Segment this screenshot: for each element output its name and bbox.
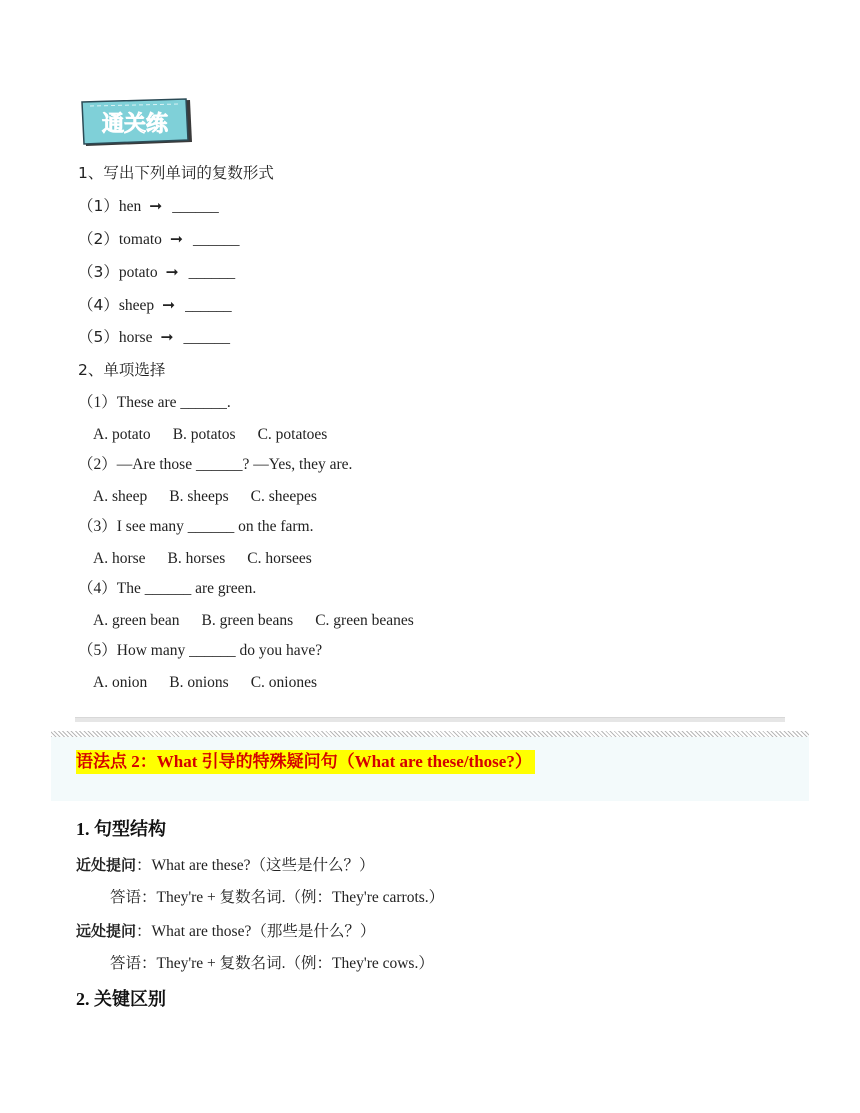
option-a: A. potato [93,426,151,443]
question-text: （3）I see many ______ on the farm. [78,518,314,535]
near-answer: 答语：They're + 复数名词.（例：They're carrots.） [110,889,445,906]
near-label: 近处提问 [76,856,137,874]
far-answer: 答语：They're + 复数名词.（例：They're cows.） [110,955,434,972]
item-word: sheep [118,297,155,314]
option-a: A. onion [93,674,148,691]
option-b: B. green beans [201,612,294,629]
q2-title: 2、单项选择 [78,361,166,379]
item-word: potato [118,264,158,281]
arrow-right-icon: ➞ [162,296,176,314]
options-row [93,611,414,631]
options-row [93,549,312,569]
option-a: A. green bean [93,612,180,629]
section-heading-2: 2. 关键区别 [76,989,166,1009]
list-item [78,327,230,348]
arrow-right-icon: ➞ [160,328,174,346]
options-row [93,425,327,445]
options-row [93,673,317,693]
near-question-row [76,855,374,876]
far-label: 远处提问 [76,922,137,940]
question-text: （5）How many ______ do you have? [78,642,323,659]
list-item [78,196,219,217]
option-b: B. potatos [172,426,236,443]
answer-blank: ______ [192,231,240,248]
badge-label: 通关练 [101,112,169,137]
answer-blank: ______ [185,297,232,314]
option-c: C. oniones [250,674,317,691]
far-question-row [76,921,375,942]
answer-blank: ______ [172,198,219,215]
item-number: （3） [78,263,119,281]
answer-blank: ______ [188,264,236,281]
option-b: B. onions [169,674,229,691]
list-item [78,229,239,250]
far-question: ：What are those?（那些是什么？） [136,923,376,940]
question-text: （1）These are ______. [78,394,231,411]
question-text: （4）The ______ are green. [78,580,257,597]
option-c: C. potatoes [257,426,328,443]
arrow-right-icon: ➞ [165,263,179,281]
item-word: horse [118,329,153,346]
item-number: （1） [78,197,119,215]
answer-blank: ______ [183,329,230,346]
option-b: B. horses [167,550,226,567]
section-divider [75,717,785,722]
arrow-right-icon: ➞ [169,230,183,248]
q1-title: 1、写出下列单词的复数形式 [78,164,274,182]
grammar-title: 语法点 2：What 引导的特殊疑问句（What are these/those?） [76,750,535,774]
list-item [78,262,235,283]
question-text: （2）—Are those ______? —Yes, they are. [78,456,353,473]
item-number: （4） [78,296,119,314]
section-heading-1: 1. 句型结构 [76,819,166,839]
item-word: tomato [118,231,162,248]
near-question: ：What are these?（这些是什么？） [136,857,375,874]
options-row [93,487,317,507]
list-item [78,295,232,316]
option-c: C. horsees [247,550,312,567]
item-word: hen [118,198,142,215]
section-badge [80,98,194,150]
item-number: （2） [78,230,119,248]
option-a: A. sheep [93,488,148,505]
item-number: （5） [78,328,119,346]
option-b: B. sheeps [169,488,229,505]
option-c: C. sheepes [250,488,317,505]
option-c: C. green beanes [315,612,414,629]
arrow-right-icon: ➞ [149,197,163,215]
option-a: A. horse [93,550,146,567]
